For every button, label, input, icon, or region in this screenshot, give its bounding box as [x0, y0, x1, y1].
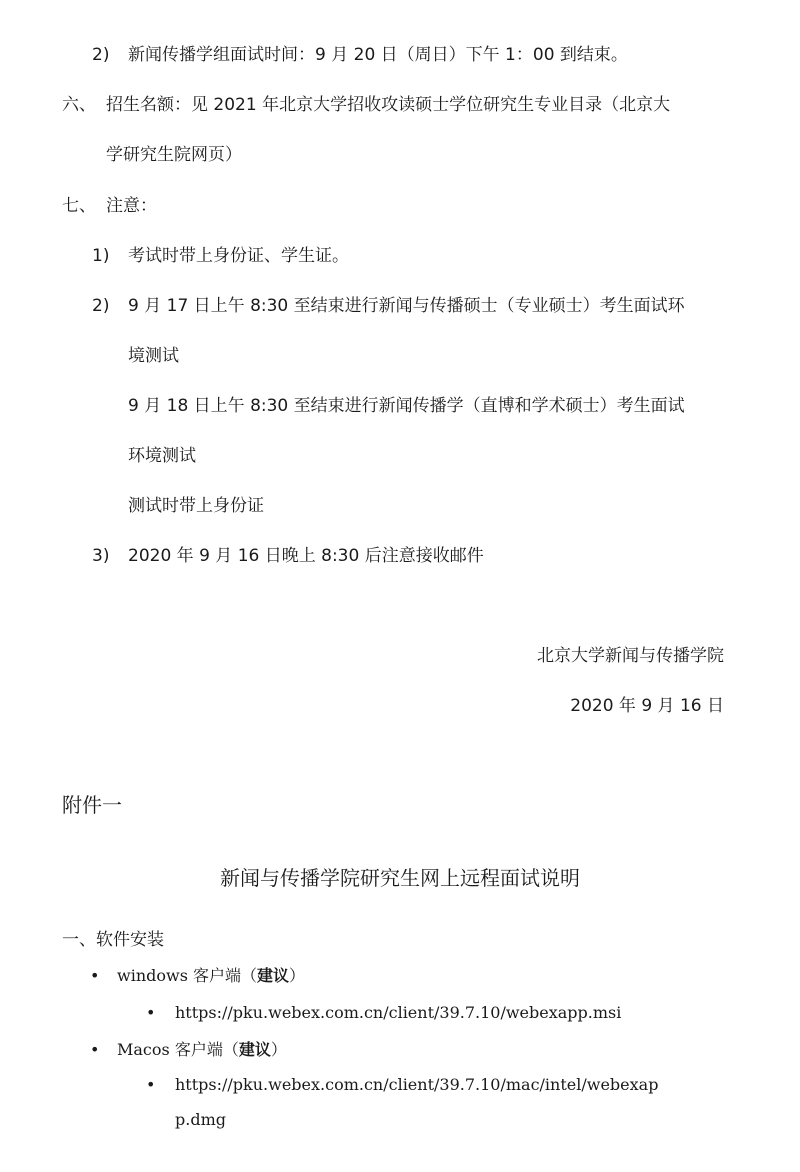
section-number: 七、	[62, 196, 96, 216]
bullet: •	[90, 1040, 100, 1059]
bullet: •	[146, 1003, 156, 1022]
macos-download-link-cont[interactable]: p.dmg	[175, 1110, 226, 1129]
attachment-title: 新闻与传播学院研究生网上远程面试说明	[220, 866, 580, 890]
list-number: 3)	[92, 546, 110, 566]
list-number: 1)	[92, 246, 110, 266]
list-number: 2)	[92, 45, 110, 65]
quota-text-line2: 学研究生院网页）	[106, 145, 242, 165]
bullet: •	[90, 966, 100, 985]
attachment-label: 附件一	[62, 793, 122, 817]
section-number: 六、	[62, 95, 96, 115]
macos-client-label: Macos 客户端（建议）	[117, 1040, 287, 1059]
note-item-text: 境测试	[128, 346, 179, 366]
signature-org: 北京大学新闻与传播学院	[537, 646, 724, 666]
note-item-text: 测试时带上身份证	[128, 496, 264, 516]
interview-time-text: 新闻传播学组面试时间：9 月 20 日（周日）下午 1：00 到结束。	[128, 45, 628, 65]
note-item-text: 9 月 17 日上午 8:30 至结束进行新闻与传播硕士（专业硕士）考生面试环	[128, 296, 685, 316]
bullet: •	[146, 1075, 156, 1094]
section-title: 注意：	[106, 196, 157, 216]
macos-download-link[interactable]: https://pku.webex.com.cn/client/39.7.10/mac/intel/webexap	[175, 1075, 659, 1094]
note-item-text: 2020 年 9 月 16 日晚上 8:30 后注意接收邮件	[128, 546, 484, 566]
windows-client-label: windows 客户端（建议）	[117, 966, 306, 985]
software-section-heading: 一、软件安装	[62, 930, 164, 950]
list-number: 2)	[92, 296, 110, 316]
windows-download-link[interactable]: https://pku.webex.com.cn/client/39.7.10/webexapp.msi	[175, 1003, 622, 1022]
signature-date: 2020 年 9 月 16 日	[570, 696, 724, 716]
note-item-text: 环境测试	[128, 446, 196, 466]
quota-text-line1: 招生名额：见 2021 年北京大学招收攻读硕士学位研究生专业目录（北京大	[106, 95, 671, 115]
note-item-text: 9 月 18 日上午 8:30 至结束进行新闻传播学（直博和学术硕士）考生面试	[128, 396, 685, 416]
note-item-text: 考试时带上身份证、学生证。	[128, 246, 349, 266]
